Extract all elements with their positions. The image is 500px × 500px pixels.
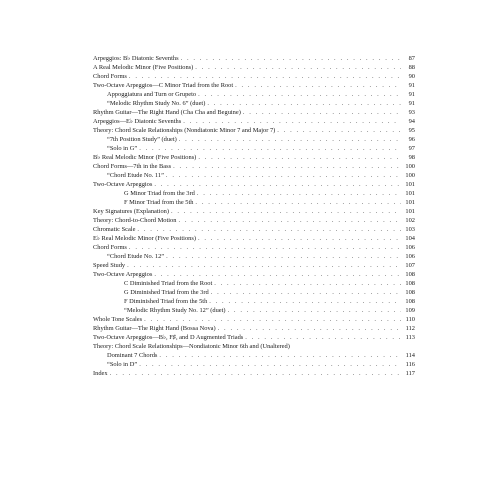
toc-entry-title: Two-Octave Arpeggios xyxy=(93,271,153,278)
toc-entry xyxy=(93,90,415,99)
toc-entry xyxy=(93,369,415,378)
dot-leader xyxy=(228,306,401,315)
dot-leader xyxy=(173,162,401,171)
toc-entry xyxy=(93,252,415,261)
toc-entry-page-number: 95 xyxy=(408,127,415,134)
toc-entry-page-number: 117 xyxy=(405,370,415,377)
toc-entry-title: Theory: Chord-to-Chord Motion xyxy=(93,217,177,224)
dot-leader xyxy=(179,135,401,144)
toc-entry xyxy=(93,333,415,342)
toc-entry-page-number: 94 xyxy=(408,118,415,125)
dot-leader xyxy=(197,189,401,198)
toc-entry-page-number: 108 xyxy=(405,289,415,296)
toc-entry xyxy=(93,243,415,252)
toc-entry-page-number: 113 xyxy=(405,334,415,341)
toc-entry-page-number: 100 xyxy=(405,163,415,170)
toc-entry-title: E♭ Real Melodic Minor (Five Positions) xyxy=(93,235,196,242)
toc-entry-title: C Diminished Triad from the Root xyxy=(124,280,213,287)
dot-leader xyxy=(178,216,401,225)
toc-entry-page-number: 91 xyxy=(408,91,415,98)
toc-entry xyxy=(93,108,415,117)
toc-entry xyxy=(93,270,415,279)
toc-entry xyxy=(93,72,415,81)
toc-entry-title: “Melodic Rhythm Study No. 6” (duet) xyxy=(107,100,206,107)
dot-leader xyxy=(209,297,401,306)
toc-entry-title: Rhythm Guitar—The Right Hand (Cha Cha and Beguine) xyxy=(93,109,241,116)
toc-entry-page-number: 102 xyxy=(405,217,415,224)
dot-leader xyxy=(110,369,401,378)
toc-entry-title: Appoggiatura and Turn or Grupeto xyxy=(107,91,197,98)
toc-entry xyxy=(93,117,415,126)
toc-entry-title: Chromatic Scale xyxy=(93,226,136,233)
toc-entry-title: Dominant 7 Chords xyxy=(107,352,158,359)
toc-entry xyxy=(93,306,415,315)
dot-leader xyxy=(144,315,401,324)
toc-entry-page-number: 106 xyxy=(405,253,415,260)
toc-entry xyxy=(93,360,415,369)
toc-entry xyxy=(93,342,415,351)
toc-entry xyxy=(93,63,415,72)
toc-entry-title: Arpeggios: B♭ Diatonic Sevenths xyxy=(93,55,179,62)
toc-entry-page-number: 90 xyxy=(408,73,415,80)
dot-leader xyxy=(245,333,401,342)
toc-entry-page-number: 100 xyxy=(405,172,415,179)
dot-leader xyxy=(137,225,401,234)
table-of-contents xyxy=(93,54,415,378)
toc-entry xyxy=(93,288,415,297)
toc-entry xyxy=(93,234,415,243)
dot-leader xyxy=(166,171,401,180)
dot-leader xyxy=(139,360,401,369)
toc-entry-page-number: 93 xyxy=(408,109,415,116)
toc-entry-page-number: 106 xyxy=(405,244,415,251)
toc-entry xyxy=(93,297,415,306)
toc-entry-title: Arpeggios—E♭ Diatonic Sevenths xyxy=(93,118,182,125)
toc-entry-title: Chord Forms xyxy=(93,73,127,80)
toc-entry-title: “Solo in G” xyxy=(107,145,138,152)
toc-entry xyxy=(93,324,415,333)
toc-entry xyxy=(93,54,415,63)
toc-entry-page-number: 101 xyxy=(405,190,415,197)
toc-entry-title: “Melodic Rhythm Study No. 12” (duet) xyxy=(124,307,226,314)
toc-entry-title: B♭ Real Melodic Minor (Five Positions) xyxy=(93,154,197,161)
toc-entry-title: “Chord Etude No. 11” xyxy=(107,172,164,179)
toc-entry xyxy=(93,279,415,288)
dot-leader xyxy=(154,270,401,279)
toc-entry xyxy=(93,171,415,180)
toc-entry xyxy=(93,216,415,225)
dot-leader xyxy=(171,207,401,216)
toc-entry xyxy=(93,198,415,207)
toc-entry-page-number: 91 xyxy=(408,100,415,107)
toc-entry-page-number: 112 xyxy=(405,325,415,332)
toc-entry-title: F Minor Triad from the 5th xyxy=(124,199,194,206)
toc-entry-title: Rhythm Guitar—The Right Hand (Bossa Nova) xyxy=(93,325,216,332)
toc-entry xyxy=(93,99,415,108)
dot-leader xyxy=(198,234,401,243)
toc-entry-title: “Chord Etude No. 12” xyxy=(107,253,165,260)
toc-entry-page-number: 108 xyxy=(405,298,415,305)
toc-entry xyxy=(93,162,415,171)
toc-entry xyxy=(93,351,415,360)
dot-leader xyxy=(159,351,401,360)
toc-entry-page-number: 104 xyxy=(405,235,415,242)
toc-entry-page-number: 87 xyxy=(408,55,415,62)
dot-leader xyxy=(154,180,401,189)
toc-entry-page-number: 91 xyxy=(408,82,415,89)
dot-leader xyxy=(139,144,401,153)
toc-entry-title: Two-Octave Arpeggios xyxy=(93,181,153,188)
dot-leader xyxy=(181,54,401,63)
toc-entry xyxy=(93,315,415,324)
toc-entry-title: F Diminished Triad from the 5th xyxy=(124,298,208,305)
dot-leader xyxy=(198,153,401,162)
toc-entry-title: “Solo in D” xyxy=(107,361,138,368)
toc-entry-page-number: 96 xyxy=(408,136,415,143)
toc-entry xyxy=(93,81,415,90)
dot-leader xyxy=(127,261,401,270)
toc-entry-title: Two-Octave Arpeggios—C Minor Triad from the Root xyxy=(93,82,234,89)
toc-entry-page-number: 88 xyxy=(408,64,415,71)
dot-leader xyxy=(207,99,401,108)
toc-entry-title: Two-Octave Arpeggios—B♭, F♯, and D Augmented Triads xyxy=(93,334,244,341)
toc-entry-page-number: 101 xyxy=(405,199,415,206)
dot-leader xyxy=(277,126,401,135)
toc-entry xyxy=(93,135,415,144)
toc-entry-title: Chord Forms xyxy=(93,244,127,251)
dot-leader xyxy=(129,243,401,252)
toc-entry-title: Chord Forms—7th in the Bass xyxy=(93,163,172,170)
toc-entry-title: Index xyxy=(93,370,108,377)
dot-leader xyxy=(195,63,401,72)
toc-entry-page-number: 101 xyxy=(405,181,415,188)
dot-leader xyxy=(211,288,401,297)
toc-entry-page-number: 109 xyxy=(405,307,415,314)
toc-entry-title: G Minor Triad from the 3rd xyxy=(124,190,195,197)
toc-entry-title: Speed Study xyxy=(93,262,126,269)
toc-entry-title: Theory: Chord Scale Relationships (Nondiatonic Minor 7 and Major 7) xyxy=(93,127,276,134)
toc-entry xyxy=(93,225,415,234)
toc-entry-page-number: 116 xyxy=(405,361,415,368)
toc-entry-title: A Real Melodic Minor (Five Positions) xyxy=(93,64,194,71)
toc-entry xyxy=(93,207,415,216)
dot-leader xyxy=(243,108,401,117)
toc-entry-page-number: 107 xyxy=(405,262,415,269)
toc-entry-title: “7th Position Study” (duet) xyxy=(107,136,177,143)
dot-leader xyxy=(214,279,401,288)
toc-entry xyxy=(93,189,415,198)
dot-leader xyxy=(195,198,401,207)
toc-entry-page-number: 98 xyxy=(408,154,415,161)
toc-entry xyxy=(93,126,415,135)
toc-entry-page-number: 101 xyxy=(405,208,415,215)
dot-leader xyxy=(235,81,401,90)
toc-entry xyxy=(93,180,415,189)
toc-entry-title: G Diminished Triad from the 3rd xyxy=(124,289,209,296)
toc-entry-page-number: 114 xyxy=(405,352,415,359)
toc-entry-page-number: 103 xyxy=(405,226,415,233)
dot-leader xyxy=(129,72,401,81)
toc-entry-title: Key Signatures (Explanation) xyxy=(93,208,169,215)
toc-entry-page-number: 108 xyxy=(405,271,415,278)
toc-entry-page-number: 110 xyxy=(405,316,415,323)
toc-entry-title: Whole Tone Scales xyxy=(93,316,143,323)
dot-leader xyxy=(198,90,401,99)
toc-entry xyxy=(93,153,415,162)
dot-leader xyxy=(183,117,401,126)
dot-leader xyxy=(218,324,401,333)
toc-entry-page-number: 97 xyxy=(408,145,415,152)
toc-entry-page-number: 108 xyxy=(405,280,415,287)
toc-entry xyxy=(93,261,415,270)
dot-leader xyxy=(166,252,401,261)
toc-entry-title: Theory: Chord Scale Relationships—Nondiatonic Minor 6th and (Unaltered) xyxy=(93,343,290,350)
toc-entry xyxy=(93,144,415,153)
